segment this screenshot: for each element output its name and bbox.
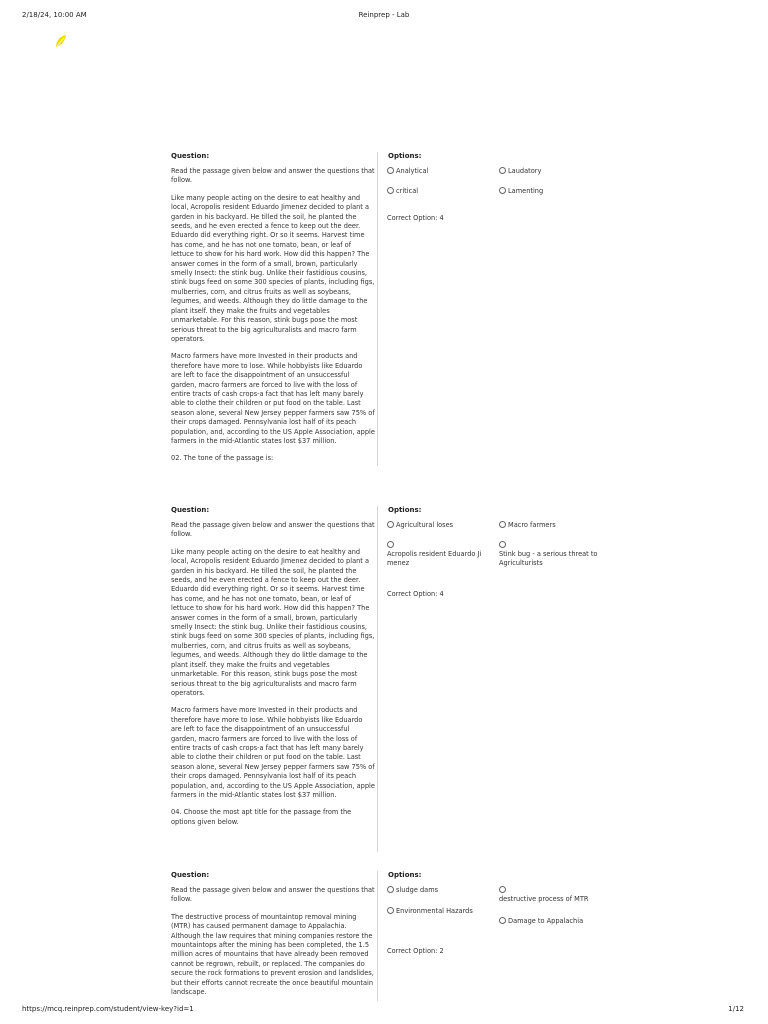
radio-icon[interactable] [499,541,506,548]
radio-icon[interactable] [387,167,394,174]
question-block-1 [170,152,604,466]
leaf-logo-icon [53,33,69,49]
options-column [387,506,604,598]
radio-icon[interactable] [499,167,506,174]
passage-paragraph: Like many people acting on the desire to eat healthy and local, Acropolis resident Eduardo Jimenez decided to plant a garden in his backyard. He tilled the soil, he planted the seeds, and he even erected a fence to keep out the deer. Eduardo did everything right. Or so it seems. Harvest time has come, and he has not one tomato, bean, or leaf of lettuce to show for his hard work. How did this happen? The answer comes in the form of a small, brown, particularly smelly Insect: the stink bug. Unlike their fastidious cousins, stink bugs feed on some 300 species of plants, including figs, mulberries, corn, and citrus fruits as well as soybeans, legumes, and weeds. Although they do little damage to the plant itself. they make the fruits and vegetables unmarketable. For this reason, stink bugs pose the most serious threat to the big agriculturalists and macro farm operators. [171,193,375,343]
radio-icon[interactable] [387,187,394,194]
radio-icon[interactable] [387,521,394,528]
print-datetime: 2/18/24, 10:00 AM [22,11,87,19]
question-instruction: Read the passage given below and answer the questions that follow. [171,886,375,904]
options-column [387,871,604,955]
page-number: 1/12 [728,1005,744,1013]
option-2[interactable]: Laudatory [499,167,599,176]
option-3[interactable]: Environmental Hazards [387,907,487,916]
options-column [387,152,604,222]
radio-icon[interactable] [499,917,506,924]
question-block-3 [170,871,604,1001]
options-label: Options: [388,506,422,514]
radio-icon[interactable] [499,886,506,893]
passage-paragraph: The destructive process of mountaintop removal mining (MTR) has caused permanent damage to Appalachia. Although the law requires that mining companies restore the mountaintops after the mining has been completed, the 1.5 million acres of mountains that have already been removed cannot be regrown, rebuilt, or replaced. The companies do secure the rock formations to prevent erosion and landslides, but their efforts cannot recreate the once beautiful mountain landscape. [171,912,374,997]
correct-option: Correct Option: 4 [387,214,444,222]
correct-option: Correct Option: 4 [387,590,444,598]
radio-icon[interactable] [499,521,506,528]
question-label: Question: [171,152,210,160]
radio-icon[interactable] [499,187,506,194]
option-4[interactable]: Lamenting [499,187,599,196]
option-2[interactable]: Macro farmers [499,521,599,530]
radio-icon[interactable] [387,907,394,914]
question-block-2 [170,506,604,852]
option-4[interactable]: Stink bug - a serious threat to Agriculturists [499,541,604,568]
option-1[interactable]: sludge dams [387,886,487,895]
question-prompt: 04. Choose the most apt title for the passage from the options given below. [171,808,352,826]
passage-paragraph: Like many people acting on the desire to eat healthy and local, Acropolis resident Eduardo Jimenez decided to plant a garden in his backyard. He tilled the soil, he planted the seeds, and he even erected a fence to keep out the deer. Eduardo did everything right. Or so it seems. Harvest time has come, and he has not one tomato, bean, or leaf of lettuce to show for his hard work. How did this happen? The answer comes in the form of a small, brown, particularly smelly Insect: the stink bug. Unlike their fastidious cousins, stink bugs feed on some 300 species of plants, including figs, mulberries, corn, and citrus fruits as well as soybeans, legumes, and weeds. Although they do little damage to the plant itself. they make the fruits and vegetables unmarketable. For this reason, stink bugs pose the most serious threat to the big agriculturalists and macro farm operators. [171,547,375,697]
radio-icon[interactable] [387,541,394,548]
options-label: Options: [388,871,422,879]
question-prompt: 02. The tone of the passage is: [171,454,274,463]
question-instruction: Read the passage given below and answer the questions that follow. [171,167,375,185]
question-instruction: Read the passage given below and answer the questions that follow. [171,521,375,539]
page-title: Reinprep - Lab [358,11,410,19]
option-3[interactable]: Acropolis resident Eduardo Ji menez [387,541,487,568]
correct-option: Correct Option: 2 [387,947,444,955]
option-2[interactable]: destructive process of MTR [499,886,604,904]
page-url: https://mcq.reinprep.com/student/view-key?id=1 [22,1005,194,1013]
question-label: Question: [171,871,210,879]
passage-paragraph: Macro farmers have more Invested in their products and therefore have more to lose. While hobbyists like Eduardo are left to face the disappointment of an unsuccessful garden, macro farmers are forced to live with the loss of entire tracts of cash crops-a fact that has left many barely able to clothe their children or put food on the table. Last season alone, several New Jersey pepper farmers saw 75% of their crops damaged. Pennsylvania lost half of its peach population, and, according to the US Apple Association, apple farmers in the mid-Atlantic states lost $37 million. [171,706,375,799]
option-4[interactable]: Damage to Appalachia [499,917,599,926]
option-3[interactable]: critical [387,187,487,196]
question-label: Question: [171,506,210,514]
radio-icon[interactable] [387,886,394,893]
question-column [170,871,378,1001]
question-column [170,506,378,852]
options-label: Options: [388,152,422,160]
passage-paragraph: Macro farmers have more Invested in their products and therefore have more to lose. While hobbyists like Eduardo are left to face the disappointment of an unsuccessful garden, macro farmers are forced to live with the loss of entire tracts of cash crops-a fact that has left many barely able to clothe their children or put food on the table. Last season alone, several New Jersey pepper farmers saw 75% of their crops damaged. Pennsylvania lost half of its peach population, and, according to the US Apple Association, apple farmers in the mid-Atlantic states lost $37 million. [171,352,375,445]
option-1[interactable]: Analytical [387,167,487,176]
question-column [170,152,378,466]
option-1[interactable]: Agricultural loses [387,521,487,530]
